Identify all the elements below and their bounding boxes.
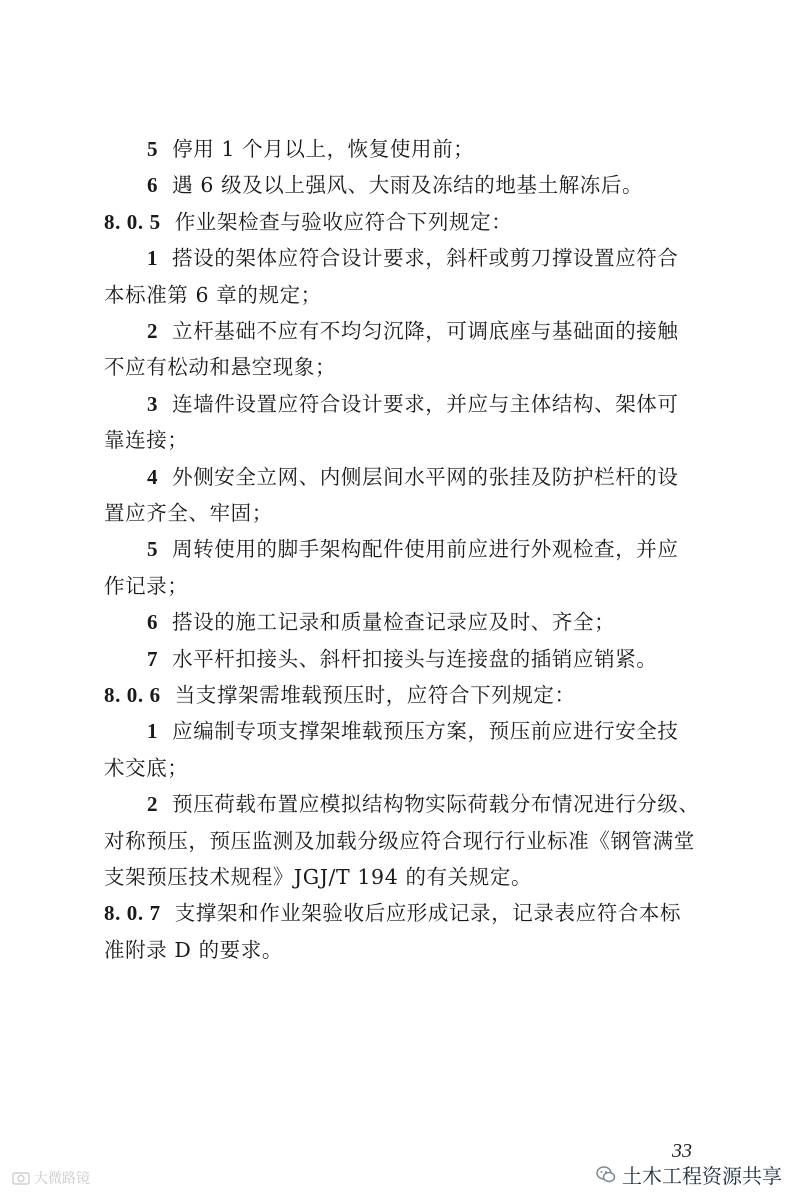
line-text: 外侧安全立网、内侧层间水平网的张挂及防护栏杆的设 xyxy=(172,464,679,489)
continuation-line xyxy=(104,751,188,785)
item-number: 1 xyxy=(147,719,159,744)
watermark-source xyxy=(596,1160,782,1189)
line-text: 预压荷载布置应模拟结构物实际荷载分布情况进行分级、 xyxy=(172,792,700,817)
continuation-line xyxy=(104,933,283,967)
item-line xyxy=(147,787,700,821)
continuation-line xyxy=(104,860,532,894)
watermark-faint-text: 大微路镜 xyxy=(34,1171,90,1187)
line-text: 连墙件设置应符合设计要求，并应与主体结构、架体可 xyxy=(172,391,679,416)
line-text: 作记录； xyxy=(104,573,189,598)
line-text: 立杆基础不应有不均匀沉降，可调底座与基础面的接触 xyxy=(172,319,679,343)
continuation-line xyxy=(104,496,273,530)
item-number: 3 xyxy=(147,391,159,416)
item-number: 2 xyxy=(147,319,159,343)
item-number: 5 xyxy=(147,137,159,161)
line-text: 周转使用的脚手架构配件使用前应进行外观检查，并应 xyxy=(172,537,679,562)
clause-line xyxy=(104,896,681,930)
line-text: 搭设的施工记录和质量检查记录应及时、齐全； xyxy=(172,610,616,635)
line-text: 应编制专项支撑架堆载预压方案，预压前应进行安全技 xyxy=(172,719,679,744)
line-text: 置应齐全、牢固； xyxy=(104,501,273,525)
item-line xyxy=(147,132,474,166)
item-number: 7 xyxy=(147,646,159,671)
clause-number: 8. 0. 5 xyxy=(104,209,161,234)
clause-number: 8. 0. 6 xyxy=(104,683,161,707)
wechat-icon xyxy=(596,1165,616,1185)
item-line xyxy=(147,605,615,639)
page-number: 33 xyxy=(672,1140,692,1162)
watermark-source-text: 土木工程资源共享 xyxy=(622,1164,782,1188)
continuation-line xyxy=(104,824,695,858)
item-line xyxy=(147,714,679,748)
clause-line xyxy=(104,205,512,239)
item-line xyxy=(147,241,679,275)
item-line xyxy=(147,532,679,566)
item-number: 6 xyxy=(147,610,159,635)
continuation-line xyxy=(104,423,188,457)
line-text: 术交底； xyxy=(104,755,189,780)
item-number: 2 xyxy=(147,792,159,817)
line-text: 不应有松动和悬空现象； xyxy=(104,355,337,380)
item-line xyxy=(147,314,679,348)
item-line xyxy=(147,387,679,421)
item-number: 1 xyxy=(147,246,159,271)
line-text: 本标准第 6 章的规定； xyxy=(104,282,322,307)
line-text: 靠连接； xyxy=(104,428,189,453)
line-text: 搭设的架体应符合设计要求，斜杆或剪刀撑设置应符合 xyxy=(172,246,679,271)
item-number: 4 xyxy=(147,464,159,489)
line-text: 停用 1 个月以上，恢复使用前； xyxy=(172,137,475,161)
item-line xyxy=(147,460,679,494)
item-line xyxy=(147,168,643,202)
continuation-line xyxy=(104,350,336,384)
item-number: 6 xyxy=(147,173,159,198)
line-text: 支架预压技术规程》JGJ/T 194 的有关规定。 xyxy=(104,865,533,889)
continuation-line xyxy=(104,278,322,312)
clause-line xyxy=(104,678,576,712)
line-text: 遇 6 级及以上强风、大雨及冻结的地基土解冻后。 xyxy=(172,173,644,198)
clause-number: 8. 0. 7 xyxy=(104,901,161,926)
line-text: 对称预压，预压监测及加载分级应符合现行行业标准《钢管满堂 xyxy=(104,828,695,853)
continuation-line xyxy=(104,569,188,603)
line-text: 作业架检查与验收应符合下列规定： xyxy=(174,209,513,234)
line-text: 水平杆扣接头、斜杆扣接头与连接盘的插销应销紧。 xyxy=(172,646,658,671)
line-text: 当支撑架需堆载预压时，应符合下列规定： xyxy=(174,683,576,707)
camera-logo-icon xyxy=(12,1170,30,1186)
line-text: 支撑架和作业架验收后应形成记录，记录表应符合本标 xyxy=(174,901,682,926)
item-line xyxy=(147,642,657,676)
line-text: 准附录 D 的要求。 xyxy=(104,937,283,962)
watermark-faint xyxy=(12,1168,90,1188)
item-number: 5 xyxy=(147,537,159,562)
